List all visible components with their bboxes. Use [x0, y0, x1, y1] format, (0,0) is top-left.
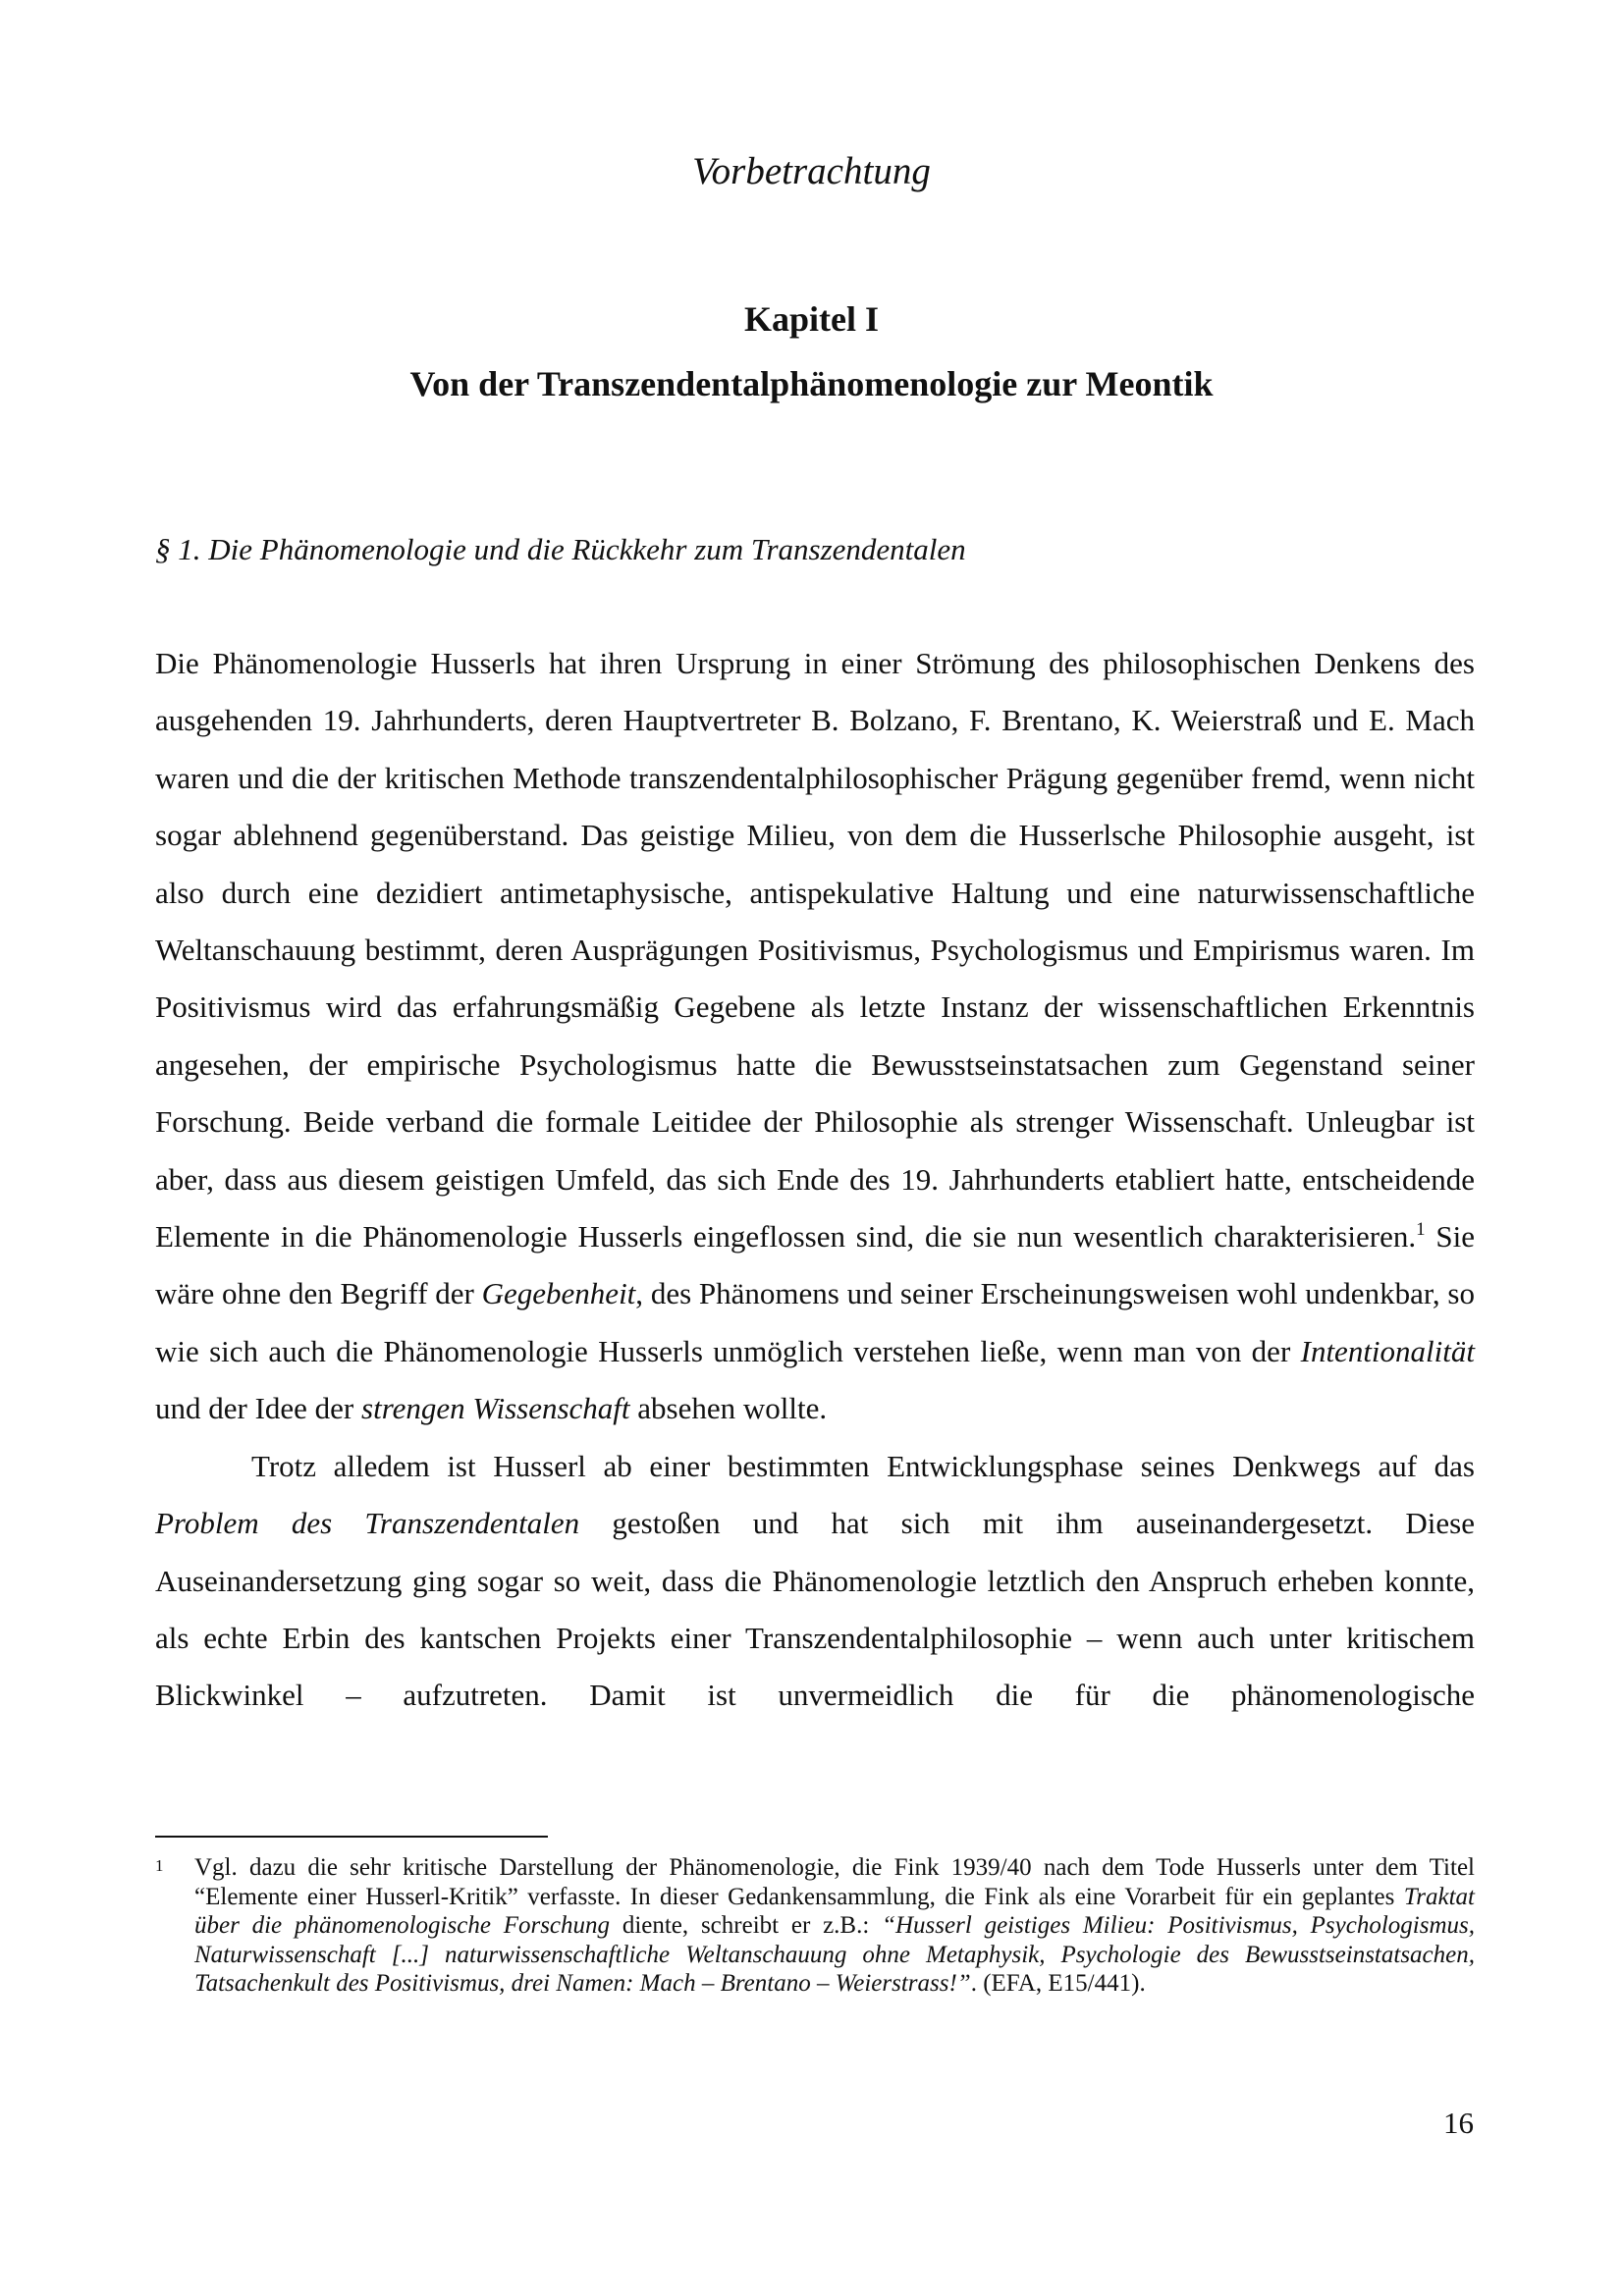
chapter-heading [0, 287, 1623, 416]
footnote-text [194, 1853, 1475, 1999]
paragraph-2-text-2: gestoßen und hat sich mit ihm auseinandergesetzt. Diese Auseinandersetzung ging sogar so weit, dass die Phänomenologie letztlich den Anspruch erheben konnte, als echte Erbin des kantschen Projekts einer Transzendentalphilosophie – wenn auch unter kritischem Blickwinkel – aufzutreten. Damit ist unvermeidlich die für die phänomenologische [155, 1506, 1475, 1713]
paragraph-1-text-1: Die Phänomenologie Husserls hat ihren Ursprung in einer Strömung des philosophischen Denkens des ausgehenden 19. Jahrhunderts, deren Hauptvertreter B. Bolzano, F. Brentano, K. Weierstraß und E. Mach waren und die der kritischen Methode transzendentalphilosophischer Prägung gegenüber fremd, wenn nicht sogar ablehnend gegenüberstand. Das geistige Milieu, von dem die Husserlsche Philosophie ausgeht, ist also durch eine dezidiert antimetaphysische, antispekulative Haltung und eine naturwissenschaftliche Weltanschauung bestimmt, deren Ausprägungen Positivismus, Psychologismus und Empirismus waren. Im Positivismus wird das erfahrungsmäßig Gegebene als letzte Instanz der wissenschaftlichen Erkenntnis angesehen, der empirische Psychologismus hatte die Bewusstseinstatsachen zum Gegenstand seiner Forschung. Beide verband die formale Leitidee der Philosophie als strenger Wissenschaft. Unleugbar ist aber, dass aus diesem geistigen Umfeld, das sich Ende des 19. Jahrhunderts etabliert hatte, entscheidende Elemente in die Phänomenologie Husserls eingeflossen sind, die sie nun wesentlich charakterisieren. [155, 646, 1475, 1255]
emphasis-strenge-wissenschaft: strengen Wissenschaft [361, 1391, 630, 1426]
footnote-separator [155, 1836, 548, 1838]
paragraph-1-text-5: absehen wollte. [629, 1391, 828, 1426]
emphasis-problem-des-transzendentalen: Problem des Transzendentalen [155, 1506, 580, 1541]
paragraph-1-text-3: , des Phänomens und seiner Erscheinungsweisen wohl undenkbar, so wie sich auch die Phänomenologie Husserls unmöglich verstehen ließe, wenn man von der [155, 1276, 1475, 1368]
footnote-emphasis-traktat: Traktat über die phänomenologische Forschung [194, 1883, 1475, 1939]
paragraph-1 [155, 635, 1475, 1438]
footnote [155, 1853, 1475, 1999]
footnote-text-1: Vgl. dazu die sehr kritische Darstellung der Phänomenologie, die Fink 1939/40 nach dem Tode Husserls unter dem Titel “Elemente einer Husserl-Kritik” verfasste. In dieser Gedankensammlung, die Fink als eine Vorarbeit für ein geplantes [194, 1854, 1475, 1910]
chapter-title: Von der Transzendentalphänomenologie zur Meontik [409, 364, 1214, 403]
part-title: Vorbetrachtung [692, 150, 931, 192]
paragraph-1-text-2: Sie wäre ohne den Begriff der [155, 1219, 1475, 1311]
body-text [155, 635, 1475, 1725]
section-title: § 1. Die Phänomenologie und die Rückkehr zum Transzendentalen [155, 532, 966, 566]
paragraph-1-text-4: und der Idee der [155, 1391, 362, 1426]
footnote-text-2: diente, schreibt er z.B.: [610, 1912, 883, 1939]
emphasis-intentionalitaet: Intentionalität [1300, 1333, 1475, 1368]
chapter-number: Kapitel I [743, 299, 879, 339]
paragraph-2-text-1: Trotz alledem ist Husserl ab einer bestimmten Entwicklungsphase seines Denkwegs auf das [251, 1448, 1475, 1483]
footnote-number: 1 [155, 1856, 164, 1875]
footnote-reference: 1 [1416, 1219, 1426, 1241]
footnote-text-3: . (EFA, E15/441). [970, 1970, 1146, 1997]
emphasis-gegebenheit: Gegebenheit [481, 1276, 636, 1311]
page-number: 16 [1443, 2106, 1474, 2140]
paragraph-2 [155, 1438, 1475, 1725]
footnote-quotation: “Husserl geistiges Milieu: Positivismus, Psychologismus, Naturwissenschaft [...] naturwissenschaftliche Weltanschauung ohne Metaphysik, Psychologie des Bewusstseinstatsachen, Tatsachenkult des Positivismus, drei Namen: Mach – Brentano – Weierstrass!” [194, 1912, 1475, 1997]
